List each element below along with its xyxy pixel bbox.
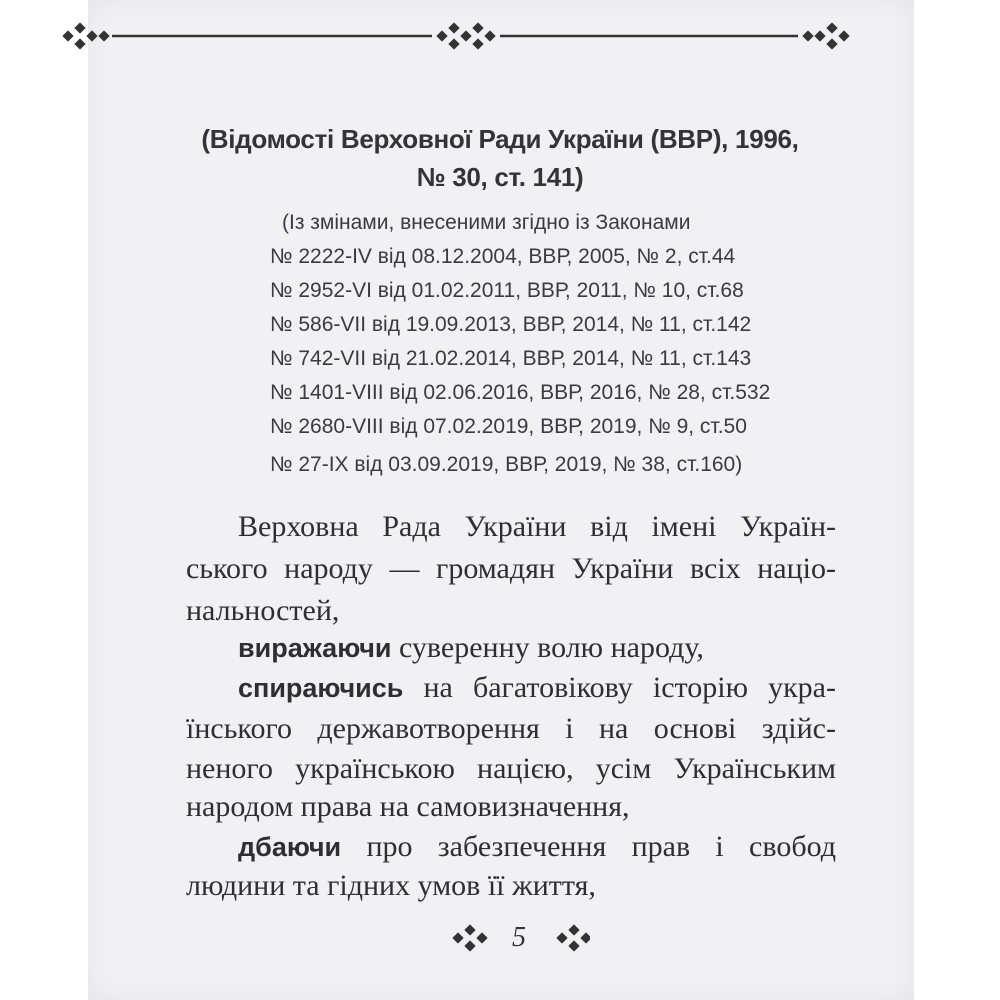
amendments-intro: (Із змінами, внесеними згідно із Законами xyxy=(282,211,691,234)
page-number: 5 xyxy=(512,922,526,953)
amendment-item: № 2952-VI від 01.02.2011, ВВР, 2011, № 10, ст.68 xyxy=(270,279,744,302)
source-citation-line-2: № 30, ст. 141) xyxy=(416,162,584,192)
preamble-line: людини та гідних умов її життя, xyxy=(186,869,596,902)
preamble-line: виражаючи суверенну волю народу, xyxy=(238,631,704,664)
preamble-line: ського народу — громадян України всіх націо- xyxy=(186,552,836,585)
preamble-line: дбаючи про забезпечення прав і свобод xyxy=(238,830,836,863)
amendment-item: № 2222-IV від 08.12.2004, ВВР, 2005, № 2, ст.44 xyxy=(270,245,736,268)
preamble-line: народом права на самовизначення, xyxy=(186,790,630,823)
preamble-line: Верховна Рада України від імені Україн- xyxy=(238,510,836,543)
amendment-item: № 1401-VIII від 02.06.2016, ВВР, 2016, № 28, ст.532 xyxy=(270,381,771,404)
keyword-bold: дбаючи xyxy=(238,832,342,862)
keyword-bold: спираючись xyxy=(238,673,404,703)
source-citation-line-1: (Відомості Верховної Ради України (ВВР), 1996, xyxy=(201,124,799,154)
preamble-line: спираючись на багатовікову історію укра- xyxy=(238,671,836,704)
amendment-item: № 586-VII від 19.09.2013, ВВР, 2014, № 11, ст.142 xyxy=(270,313,752,336)
preamble-line: нальностей, xyxy=(186,594,340,627)
preamble-line: неного українською нацією, усім Українським xyxy=(186,752,836,785)
top-ornament-divider xyxy=(60,18,850,58)
amendment-item: № 27-IX від 03.09.2019, ВВР, 2019, № 38, ст.160) xyxy=(270,453,743,476)
amendment-item: № 742-VII від 21.02.2014, ВВР, 2014, № 11, ст.143 xyxy=(270,347,752,370)
preamble-line: їнського державотворення і на основі здійс- xyxy=(186,712,836,745)
amendment-item: № 2680-VIII від 07.02.2019, ВВР, 2019, № 9, ст.50 xyxy=(270,415,747,438)
keyword-bold: виражаючи xyxy=(238,633,392,663)
